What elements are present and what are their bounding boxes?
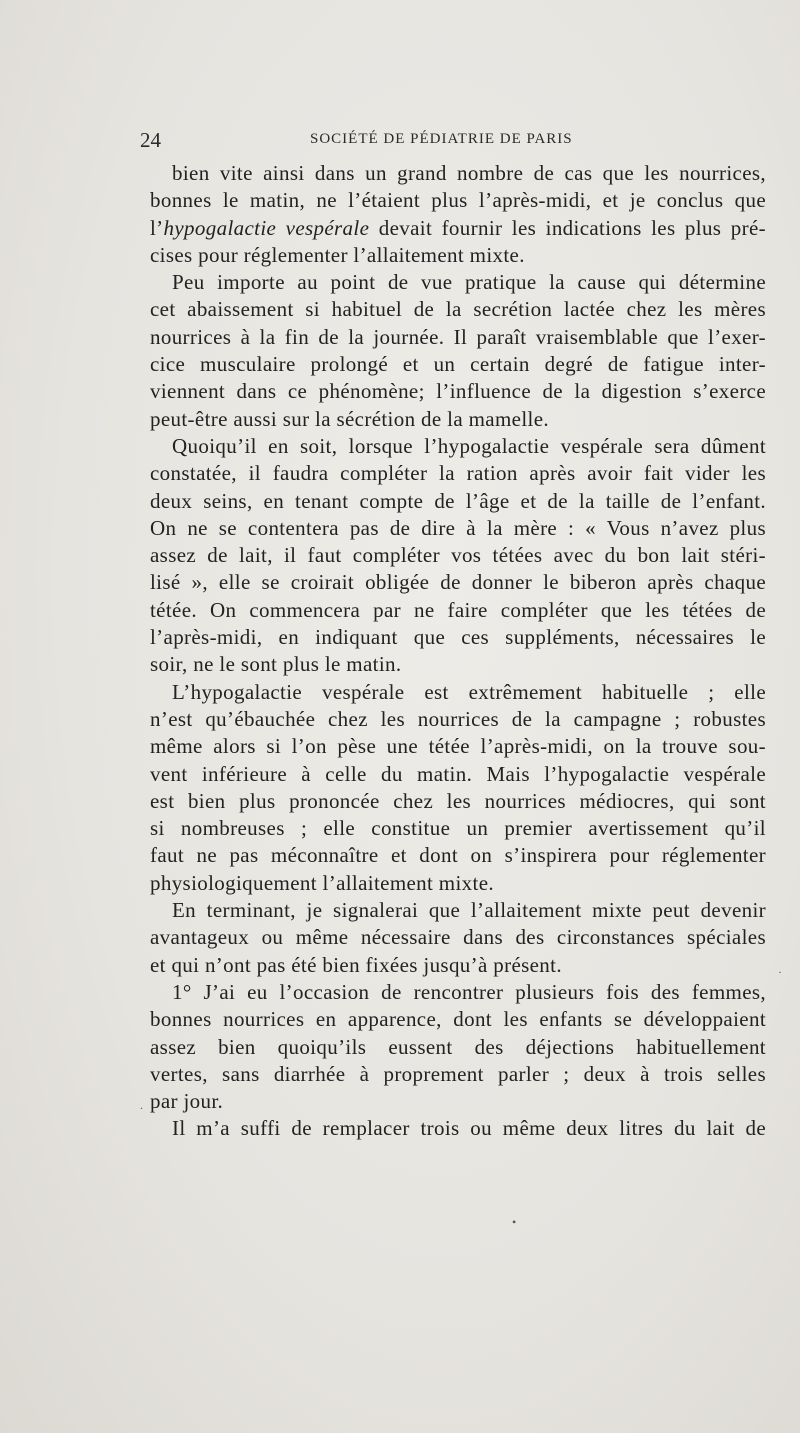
running-head <box>140 128 766 154</box>
print-speck: · <box>778 965 782 979</box>
text-line: Peu importe au point de vue pratique la cause qui détermine <box>172 270 766 295</box>
text-line: si nombreuses ; elle constitue un premier avertissement qu’il <box>150 816 766 841</box>
text-line: cises pour réglementer l’allaitement mixte. <box>150 242 525 267</box>
text-line: cice musculaire prolongé et un certain degré de fatigue inter- <box>150 352 766 377</box>
text-line: même alors si l’on pèse une tétée l’après-midi, on la trouve sou- <box>150 734 766 759</box>
body-text <box>150 160 766 1143</box>
text-line: deux seins, en tenant compte de l’âge et de la taille de l’enfant. <box>150 488 766 513</box>
paragraph <box>150 679 766 897</box>
text-line: vent inférieure à celle du matin. Mais l’hypogalactie vespérale <box>150 761 766 786</box>
text-line: par jour. <box>150 1089 224 1114</box>
text-line: L’hypogalactie vespérale est extrêmement habituelle ; elle <box>172 679 766 704</box>
text-line: et qui n’ont pas été bien fixées jusqu’à présent. <box>150 952 562 977</box>
print-speck: • <box>512 1215 517 1229</box>
paragraph <box>150 897 766 979</box>
text-line: n’est qu’ébauchée chez les nourrices de la campagne ; robustes <box>150 706 766 731</box>
text-line: est bien plus prononcée chez les nourrices médiocres, qui sont <box>150 788 766 813</box>
text-line: 1° J’ai eu l’occasion de rencontrer plusieurs fois des femmes, <box>172 979 766 1004</box>
text-line: avantageux ou même nécessaire dans des circonstances spéciales <box>150 925 766 950</box>
text-line: faut ne pas méconnaître et dont on s’inspirera pour réglementer <box>150 843 766 868</box>
paragraph <box>150 269 766 433</box>
text-line: bien vite ainsi dans un grand nombre de cas que les nourrices, <box>172 161 766 185</box>
text-line: bonnes le matin, ne l’étaient plus l’après-midi, et je conclus que <box>150 188 766 213</box>
text-line: Il m’a suffi de remplacer trois ou même deux litres du lait de <box>172 1116 766 1141</box>
text-line: assez de lait, il faut compléter vos tétées avec du bon lait stéri- <box>150 543 766 568</box>
paragraph <box>150 433 766 679</box>
text-line: vertes, sans diarrhée à proprement parler ; deux à trois selles <box>150 1061 766 1086</box>
paragraph <box>150 1115 766 1142</box>
text-line: assez bien quoiqu’ils eussent des déjections habituellement <box>150 1034 766 1059</box>
text-line: peut-être aussi sur la sécrétion de la mamelle. <box>150 406 549 431</box>
paragraph <box>150 160 766 269</box>
text-line: nourrices à la fin de la journée. Il paraît vraisemblable que l’exer- <box>150 324 766 349</box>
text-line: On ne se contentera pas de dire à la mère : « Vous n’avez plus <box>150 515 766 540</box>
text-line: soir, ne le sont plus le matin. <box>150 652 402 677</box>
text-line: bonnes nourrices en apparence, dont les enfants se développaient <box>150 1007 766 1032</box>
text-line: Quoiqu’il en soit, lorsque l’hypogalactie vespérale sera dûment <box>172 433 766 458</box>
paragraph <box>150 979 766 1115</box>
text-line: lisé », elle se croirait obligée de donner le biberon après chaque <box>150 570 766 595</box>
text-line: l’hypogalactie vespérale devait fournir les indications les plus pré- <box>150 215 766 240</box>
page-number: 24 <box>140 128 161 152</box>
text-line: l’après-midi, en indiquant que ces suppléments, nécessaires le <box>150 625 766 650</box>
text-line: constatée, il faudra compléter la ration après avoir fait vider les <box>150 461 766 486</box>
print-speck: . <box>140 1098 143 1112</box>
text-line: tétée. On commencera par ne faire compléter que les tétées de <box>150 597 766 622</box>
text-line: cet abaissement si habituel de la secrétion lactée chez les mères <box>150 297 766 322</box>
text-line: viennent dans ce phénomène; l’influence de la digestion s’exerce <box>150 379 766 404</box>
text-line: physiologiquement l’allaitement mixte. <box>150 870 494 895</box>
text-line: En terminant, je signalerai que l’allaitement mixte peut devenir <box>172 898 766 923</box>
journal-title: SOCIÉTÉ DE PÉDIATRIE DE PARIS <box>310 131 573 147</box>
